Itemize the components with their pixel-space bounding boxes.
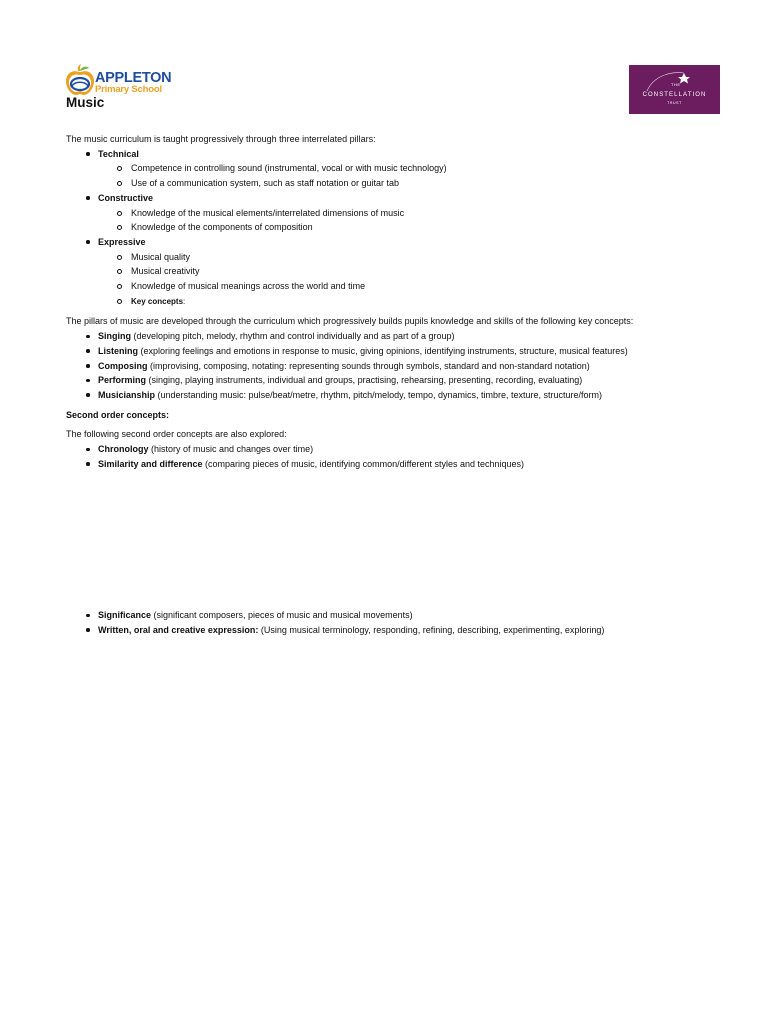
list-item: Use of a communication system, such as staff notation or guitar tab [66,176,736,191]
list-item [66,442,736,457]
logo-school-subtitle: Primary School [95,84,162,95]
second-order-intro: The following second order concepts are also explored: [66,429,287,440]
intro-paragraph: The music curriculum is taught progressively through three interrelated pillars: [66,134,376,144]
list-item [66,329,736,344]
key-concepts-label: Key concepts [131,296,184,306]
concept-term: Significance [98,610,152,620]
badge-the-text: THE [671,82,681,87]
pillars-list [66,147,736,310]
pillar-constructive-label: Constructive [98,192,154,203]
list-item: Musical creativity [66,264,736,279]
list-item [66,457,736,472]
concept-desc: (comparing pieces of music, identifying common/different styles and techniques) [202,458,525,469]
list-item [66,623,736,638]
key-concepts-list [66,329,736,403]
concept-desc: (improvising, composing, notating: representing sounds through symbols, standard and non-standard notation) [147,360,590,371]
list-item: Musical quality [66,250,736,265]
list-item: Knowledge of musical meanings across the world and time [66,279,736,294]
list-item [66,373,736,388]
list-item: Competence in controlling sound (instrumental, vocal or with music technology) [66,161,736,176]
apple-icon [64,64,96,98]
list-item [66,294,736,310]
concept-term: Musicianship [98,389,156,400]
list-item [66,359,736,374]
list-item [66,344,736,359]
concept-term: Similarity and difference [98,458,203,469]
pillar-expressive-label: Expressive [98,236,146,247]
concept-term: Singing [98,331,131,342]
concept-desc: (understanding music: pulse/beat/metre, rhythm, pitch/melody, tempo, dynamics, timbre, texture, structure/form) [155,389,603,400]
trust-badge [629,65,720,114]
document-body-continued [66,608,736,637]
list-item [66,608,736,623]
concept-term: Written, oral and creative expression: [98,624,259,635]
key-concepts-colon: : [183,296,186,306]
second-order-list [66,442,736,471]
concept-term: Listening [98,345,138,356]
list-item [66,235,736,250]
concept-term: Composing [98,360,148,371]
concept-desc: (singing, playing instruments, individual and groups, practising, rehearsing, presenting, recording, evaluating) [146,375,583,386]
concept-desc: (Using musical terminology, responding, refining, describing, experimenting, exploring) [258,624,605,635]
concept-term: Chronology [98,444,149,455]
list-item [66,147,736,162]
concept-desc: (significant composers, pieces of music and musical movements) [151,610,413,620]
concept-desc: (history of music and changes over time) [148,444,314,455]
page-title: Music [66,95,105,110]
document-body [66,132,736,471]
star-arc-icon [629,65,720,114]
concept-term: Performing [98,375,147,386]
second-order-list-continued [66,608,736,637]
list-item [66,388,736,403]
logo-school-name: APPLETON [95,70,172,86]
pillar-technical-label: Technical [98,148,139,159]
key-concepts-intro: The pillars of music are developed through the curriculum which progressively builds pupils knowledge and skills of the following key concepts: [66,316,634,327]
second-order-heading: Second order concepts: [66,409,170,420]
badge-trust-text: TRUST [667,101,682,105]
concept-desc: (developing pitch, melody, rhythm and control individually and as part of a group) [131,331,455,342]
list-item [66,191,736,206]
school-logo [64,64,172,98]
badge-name-text: CONSTELLATION [642,92,707,98]
list-item: Knowledge of the musical elements/interrelated dimensions of music [66,206,736,221]
concept-desc: (exploring feelings and emotions in response to music, giving opinions, identifying instruments, structure, musical features) [138,345,628,356]
list-item: Knowledge of the components of composition [66,220,736,235]
